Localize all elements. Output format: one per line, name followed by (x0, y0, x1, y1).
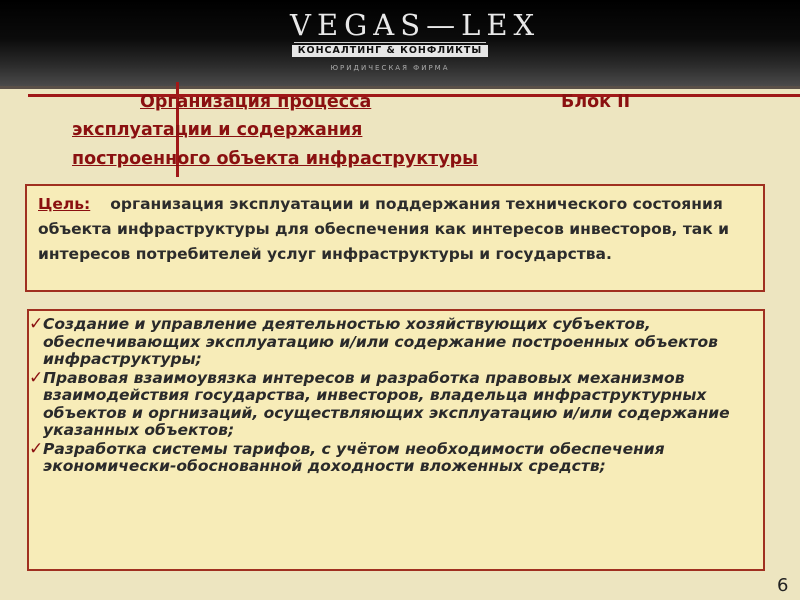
goal-text: организация эксплуатации и поддержания технического состояния объекта инфраструктуры для обеспечения как интересов инвесторов, так и интересов потребителей услуг инфраструктуры и государства. (38, 195, 730, 263)
check-icon: ✓ (29, 438, 44, 459)
list-item-text: Разработка системы тарифов, с учётом необходимости обеспечения экономически-обоснованной доходности вложенных средств; (43, 439, 665, 475)
check-icon: ✓ (29, 367, 44, 388)
logo-name: VEGAS—LEX (290, 8, 541, 42)
page-number: 6 (777, 575, 789, 596)
list-item (29, 367, 751, 440)
list-item (29, 314, 751, 369)
goal-label: Цель: (38, 195, 91, 213)
list-item-text: Создание и управление деятельностью хозяйствующих субъектов, обеспечивающих эксплуатацию и/или содержание построенных объектов инфраструктуры; (43, 315, 718, 368)
list-item (29, 438, 751, 476)
slide-title-line-3: построенного объекта инфраструктуры (72, 149, 478, 169)
tasks-box (27, 309, 765, 571)
block-label: Блок II (561, 92, 631, 112)
logo (290, 8, 541, 72)
header-banner (0, 0, 800, 89)
list-item-text: Правовая взаимоувязка интересов и разработка правовых механизмов взаимодействия государства, инвесторов, владельца инфраструктурных объектов и оргнизаций, осуществляющих эксплуатацию и/или содержание указанных объектов; (43, 368, 730, 439)
slide-title-line-1: Организация процесса (140, 92, 372, 112)
slide-title-line-2: эксплуатации и содержания (72, 120, 363, 140)
logo-tagline: ЮРИДИЧЕСКАЯ ФИРМА (330, 64, 450, 72)
logo-subtitle: КОНСАЛТИНГ & КОНФЛИКТЫ (292, 45, 488, 57)
check-icon: ✓ (29, 314, 44, 334)
goal-box (25, 184, 765, 292)
logo-divider (294, 42, 486, 43)
